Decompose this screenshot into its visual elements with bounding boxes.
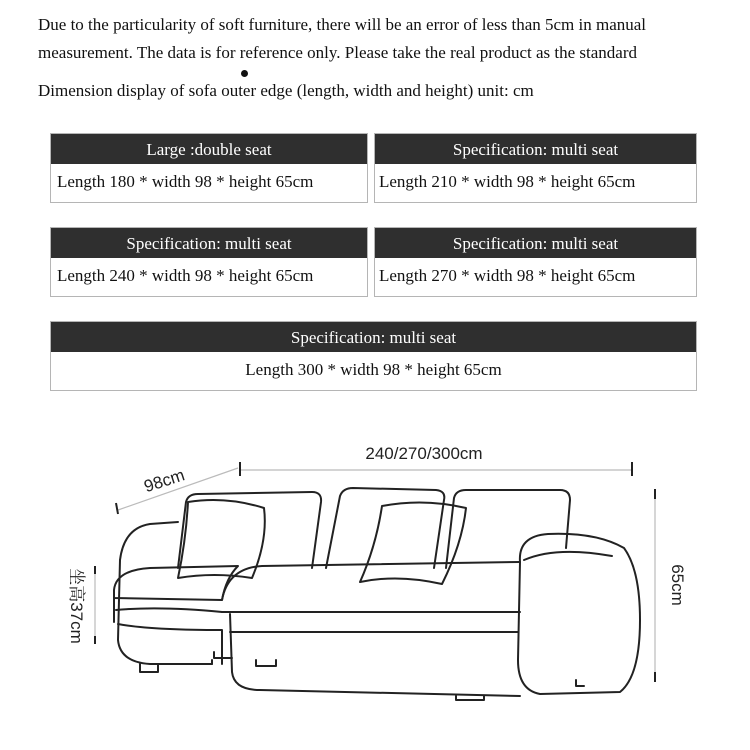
disclaimer-line-1: Due to the particularity of soft furniture, there will be an error of less than 5cm in manual <box>38 15 647 34</box>
spec-dimensions: Length 210 * width 98 * height 65cm <box>379 172 636 191</box>
base-right <box>230 614 520 696</box>
spec-header: Specification: multi seat <box>51 228 367 258</box>
right-arm-top-line <box>524 552 612 560</box>
throw-pillow-right <box>360 502 466 584</box>
seat-height-label: 坐高37cm <box>67 568 86 644</box>
width-dimension <box>116 465 238 514</box>
spec-header: Specification: multi seat <box>51 322 696 352</box>
foot-4 <box>456 696 484 700</box>
left-arm-top <box>120 522 178 560</box>
dimension-heading: Dimension display of sofa outer edge (length, width and height) unit: cm <box>38 81 534 100</box>
width-label: 98cm <box>141 465 188 497</box>
length-dimension <box>240 444 632 476</box>
spec-dimensions: Length 240 * width 98 * height 65cm <box>57 266 314 285</box>
right-arm <box>518 534 640 694</box>
sofa-drawing <box>114 488 640 700</box>
foot-5 <box>576 680 584 686</box>
foot-1 <box>140 664 158 672</box>
seat-left-front <box>116 608 222 612</box>
foot-3 <box>256 660 276 666</box>
spec-dimensions: Length 180 * width 98 * height 65cm <box>57 172 314 191</box>
height-dimension <box>655 489 687 682</box>
back-cushion-middle <box>326 488 444 568</box>
spec-header: Specification: multi seat <box>375 228 696 258</box>
base-left <box>118 624 222 664</box>
disclaimer-line-2: measurement. The data is for reference only. Please take the real product as the standard <box>38 43 637 62</box>
spec-header: Specification: multi seat <box>375 134 696 164</box>
back-cushion-right <box>446 490 570 568</box>
height-label: 65cm <box>668 564 687 606</box>
seat-cushion-left <box>114 566 238 600</box>
spec-header: Large :double seat <box>51 134 367 164</box>
spec-dimensions: Length 300 * width 98 * height 65cm <box>245 360 502 379</box>
length-label: 240/270/300cm <box>365 444 483 463</box>
spec-dimensions: Length 270 * width 98 * height 65cm <box>379 266 636 285</box>
seat-height-dimension <box>67 566 95 644</box>
